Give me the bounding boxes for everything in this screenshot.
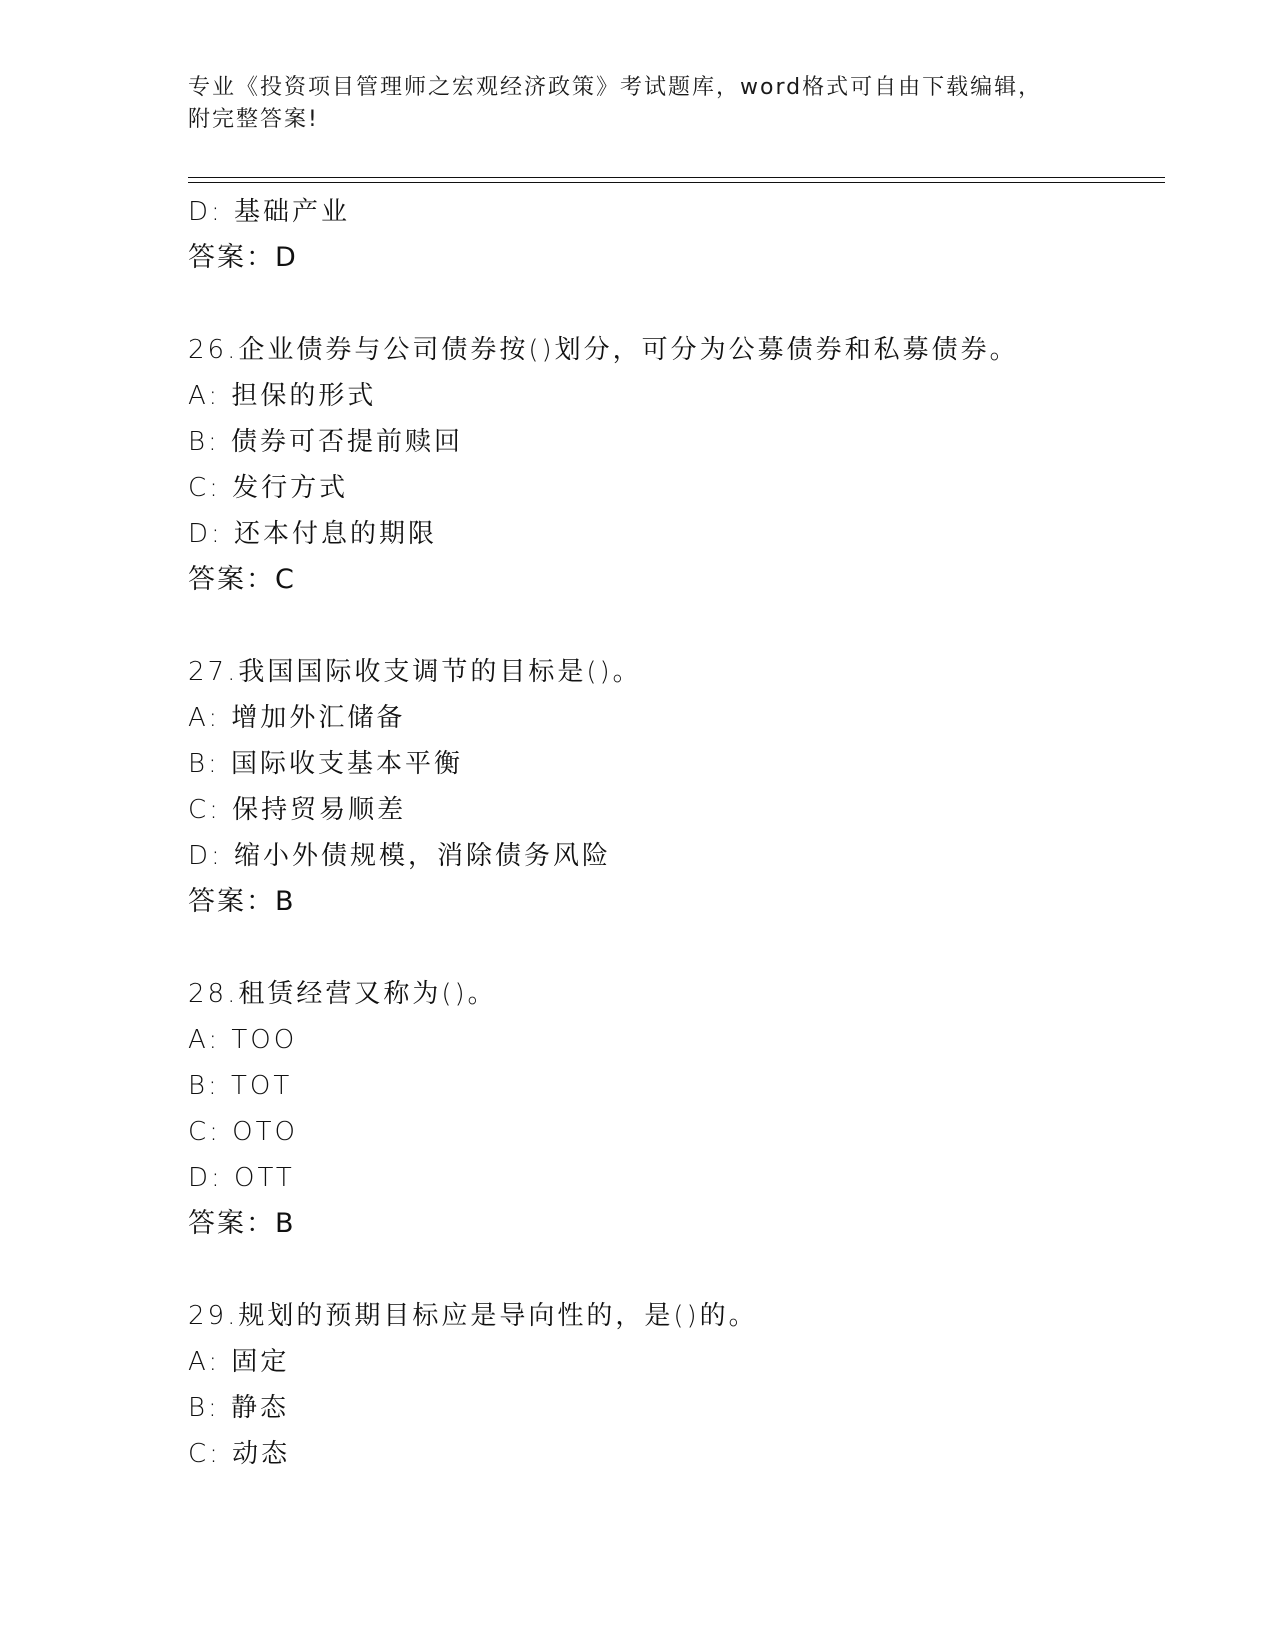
spacer [188,925,1168,971]
option-c: C: 发行方式 [188,473,349,503]
option-c: C: 保持贸易顺差 [188,795,407,825]
header-divider-bottom [188,182,1165,183]
option-a: A: 固定 [188,1347,290,1377]
option-d: D: 缩小外债规模，消除债务风险 [188,841,612,871]
spacer [188,1247,1168,1293]
option-b: B: 静态 [188,1393,290,1423]
answer: 答案：C [188,564,296,595]
option-a: A: TOO [188,1025,298,1055]
spacer [188,281,1168,327]
question-text: 26.企业债券与公司债券按()划分，可分为公募债券和私募债券。 [188,335,1019,365]
question-text: 27.我国国际收支调节的目标是()。 [188,657,642,687]
option-a: A: 担保的形式 [188,381,377,411]
question-block-27 [188,649,1168,925]
question-text: 29.规划的预期目标应是导向性的，是()的。 [188,1301,758,1331]
option-b: B: 国际收支基本平衡 [188,749,464,779]
question-block-29 [188,1293,1168,1477]
answer: 答案：B [188,886,296,917]
option-b: B: 债券可否提前赎回 [188,427,464,457]
spacer [188,603,1168,649]
question-text: 28.租赁经营又称为()。 [188,979,497,1009]
question-list [188,189,1168,1477]
option-c: C: OTO [188,1117,298,1147]
header-divider-top [188,177,1165,178]
question-block-28 [188,971,1168,1247]
option-c: C: 动态 [188,1439,291,1469]
option-d: D: OTT [188,1163,295,1193]
option-b: B: TOT [188,1071,293,1101]
question-block-26 [188,327,1168,603]
header-line-1: 专业《投资项目管理师之宏观经济政策》考试题库，word格式可自由下载编辑， [188,75,1043,100]
answer: 答案：B [188,1208,296,1239]
document-header [188,72,1088,136]
option-d: D: 还本付息的期限 [188,519,438,549]
option-d: D: 基础产业 [188,197,351,227]
option-a: A: 增加外汇储备 [188,703,406,733]
answer: 答案：D [188,242,298,273]
question-block-25 [188,189,1168,281]
header-line-2: 附完整答案! [188,107,319,132]
